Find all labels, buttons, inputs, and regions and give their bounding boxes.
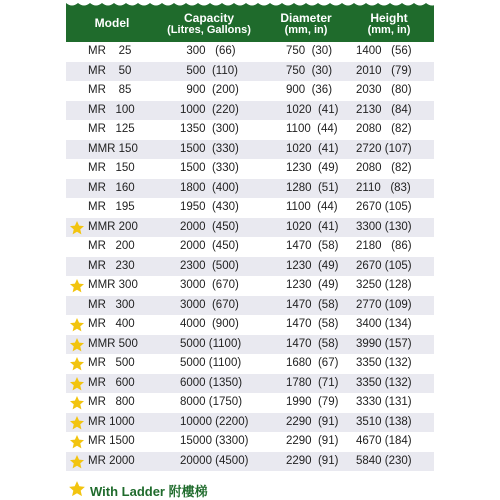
cell-height: 3330 (131): [356, 396, 412, 408]
star-icon: [69, 415, 85, 431]
cell-model: MR 160: [88, 181, 135, 194]
table-row: [66, 413, 434, 433]
cell-model: MMR 300: [88, 279, 138, 291]
cell-capacity: 3000 (670): [180, 279, 239, 291]
cell-diameter: 1680 (67): [286, 357, 339, 369]
cell-capacity: 3000 (670): [180, 298, 239, 311]
star-icon: [69, 220, 85, 236]
cell-height: 3510 (138): [356, 415, 412, 428]
table-row: [66, 101, 434, 121]
cell-capacity: 300 (66): [180, 45, 236, 57]
cell-capacity: 5000 (1100): [180, 337, 242, 350]
cell-diameter: 1020 (41): [286, 142, 339, 155]
table-row: [66, 159, 434, 179]
cell-diameter: 1100 (44): [286, 201, 338, 213]
cell-diameter: 1230 (49): [286, 162, 339, 174]
cell-diameter: 1100 (44): [286, 123, 338, 135]
cell-height: 2180 (86): [356, 240, 412, 252]
cell-height: 2130 (84): [356, 103, 412, 116]
cell-diameter: 1470 (58): [286, 298, 339, 311]
cell-diameter: 1280 (51): [286, 181, 339, 194]
cell-height: 2110 (83): [356, 181, 411, 194]
star-icon: [69, 434, 85, 450]
cell-diameter: 2290 (91): [286, 454, 339, 467]
cell-height: 3990 (157): [356, 337, 412, 350]
table-body: [66, 42, 434, 471]
cell-diameter: 2290 (91): [286, 435, 339, 447]
table-row: [66, 179, 434, 199]
table-row: [66, 198, 434, 218]
cell-diameter: 1230 (49): [286, 279, 339, 291]
cell-height: 2670 (105): [356, 201, 412, 213]
cell-model: MR 1000: [88, 415, 135, 428]
cell-height: 4670 (184): [356, 435, 412, 447]
cell-capacity: 20000 (4500): [180, 454, 249, 467]
cell-model: MMR 200: [88, 220, 138, 233]
cell-capacity: 8000 (1750): [180, 396, 243, 408]
cell-height: 3300 (130): [356, 220, 412, 233]
cell-model: MR 600: [88, 376, 135, 389]
cell-capacity: 2300 (500): [180, 259, 239, 272]
cell-height: 2080 (82): [356, 162, 412, 174]
cell-diameter: 1020 (41): [286, 103, 339, 116]
cell-model: MR 200: [88, 240, 135, 252]
cell-capacity: 2000 (450): [180, 220, 239, 233]
cell-diameter: 750 (30): [286, 64, 333, 77]
cell-model: MR 400: [88, 318, 135, 330]
cell-capacity: 5000 (1100): [180, 357, 242, 369]
cell-capacity: 1000 (220): [180, 103, 239, 116]
table-row: [66, 120, 434, 140]
cell-height: 2080 (82): [356, 123, 412, 135]
cell-height: 5840 (230): [356, 454, 412, 467]
cell-model: MR 150: [88, 162, 135, 174]
table-row: [66, 218, 434, 238]
cell-capacity: 1800 (400): [180, 181, 239, 194]
cell-model: MR 25: [88, 45, 132, 57]
cell-diameter: 1990 (79): [286, 396, 339, 408]
cell-height: 2670 (105): [356, 259, 412, 272]
table-header: [66, 0, 434, 42]
cell-model: MR 800: [88, 396, 135, 408]
table-row: [66, 393, 434, 413]
table-row: [66, 276, 434, 296]
cell-diameter: 750 (30): [286, 45, 333, 57]
cell-model: MR 500: [88, 357, 135, 369]
table-row: [66, 335, 434, 355]
legend: [66, 478, 434, 500]
table-row: [66, 42, 434, 62]
cell-capacity: 500 (110): [180, 64, 238, 77]
cell-capacity: 1500 (330): [180, 142, 239, 155]
cell-height: 2770 (109): [356, 298, 412, 311]
star-icon: [69, 376, 85, 392]
table-row: [66, 315, 434, 335]
cell-height: 1400 (56): [356, 45, 412, 57]
cell-diameter: 1780 (71): [286, 376, 339, 389]
table-row: [66, 257, 434, 277]
header-diameter: Diameter (mm, in): [280, 11, 332, 36]
cell-capacity: 2000 (450): [180, 240, 239, 252]
cell-height: 3350 (132): [356, 357, 412, 369]
cell-diameter: 1470 (58): [286, 240, 339, 252]
cell-capacity: 15000 (3300): [180, 435, 249, 447]
header-height: Height (mm, in): [367, 11, 411, 36]
star-icon: [68, 480, 86, 498]
cell-height: 3250 (128): [356, 279, 412, 291]
star-icon: [69, 395, 85, 411]
cell-capacity: 1500 (330): [180, 162, 239, 174]
table-row: [66, 81, 434, 101]
table-row: [66, 432, 434, 452]
table-row: [66, 296, 434, 316]
cell-diameter: 900 (36): [286, 84, 333, 96]
table-row: [66, 62, 434, 82]
cell-model: MR 300: [88, 298, 135, 311]
cell-diameter: 2290 (91): [286, 415, 339, 428]
cell-model: MR 1500: [88, 435, 135, 447]
table-row: [66, 452, 434, 472]
table-row: [66, 140, 434, 160]
cell-capacity: 1950 (430): [180, 201, 239, 213]
table-row: [66, 237, 434, 257]
cell-height: 2720 (107): [356, 142, 412, 155]
cell-diameter: 1470 (58): [286, 337, 339, 350]
cell-capacity: 4000 (900): [180, 318, 239, 330]
cell-model: MMR 150: [88, 142, 138, 155]
cell-model: MR 2000: [88, 454, 135, 467]
cell-capacity: 900 (200): [180, 84, 239, 96]
table-row: [66, 354, 434, 374]
cell-model: MR 125: [88, 123, 135, 135]
header-capacity: Capacity (Litres, Gallons): [167, 11, 251, 36]
cell-model: MMR 500: [88, 337, 138, 350]
legend-text: With Ladder 附樓梯: [90, 484, 208, 499]
cell-height: 3400 (134): [356, 318, 412, 330]
cell-capacity: 10000 (2200): [180, 415, 249, 428]
cell-model: MR 230: [88, 259, 135, 272]
cell-diameter: 1230 (49): [286, 259, 339, 272]
header-wave-edge: [66, 0, 434, 8]
cell-height: 2010 (79): [356, 64, 412, 77]
star-icon: [69, 317, 85, 333]
cell-capacity: 1350 (300): [180, 123, 239, 135]
cell-model: MR 85: [88, 84, 132, 96]
cell-capacity: 6000 (1350): [180, 376, 243, 389]
cell-diameter: 1470 (58): [286, 318, 339, 330]
cell-model: MR 50: [88, 64, 132, 77]
cell-model: MR 100: [88, 103, 135, 116]
cell-model: MR 195: [88, 201, 135, 213]
star-icon: [69, 356, 85, 372]
table-row: [66, 374, 434, 394]
star-icon: [69, 337, 85, 353]
star-icon: [69, 278, 85, 294]
cell-height: 2030 (80): [356, 84, 412, 96]
cell-height: 3350 (132): [356, 376, 412, 389]
header-model: Model: [94, 16, 130, 30]
star-icon: [69, 454, 85, 470]
cell-diameter: 1020 (41): [286, 220, 339, 233]
